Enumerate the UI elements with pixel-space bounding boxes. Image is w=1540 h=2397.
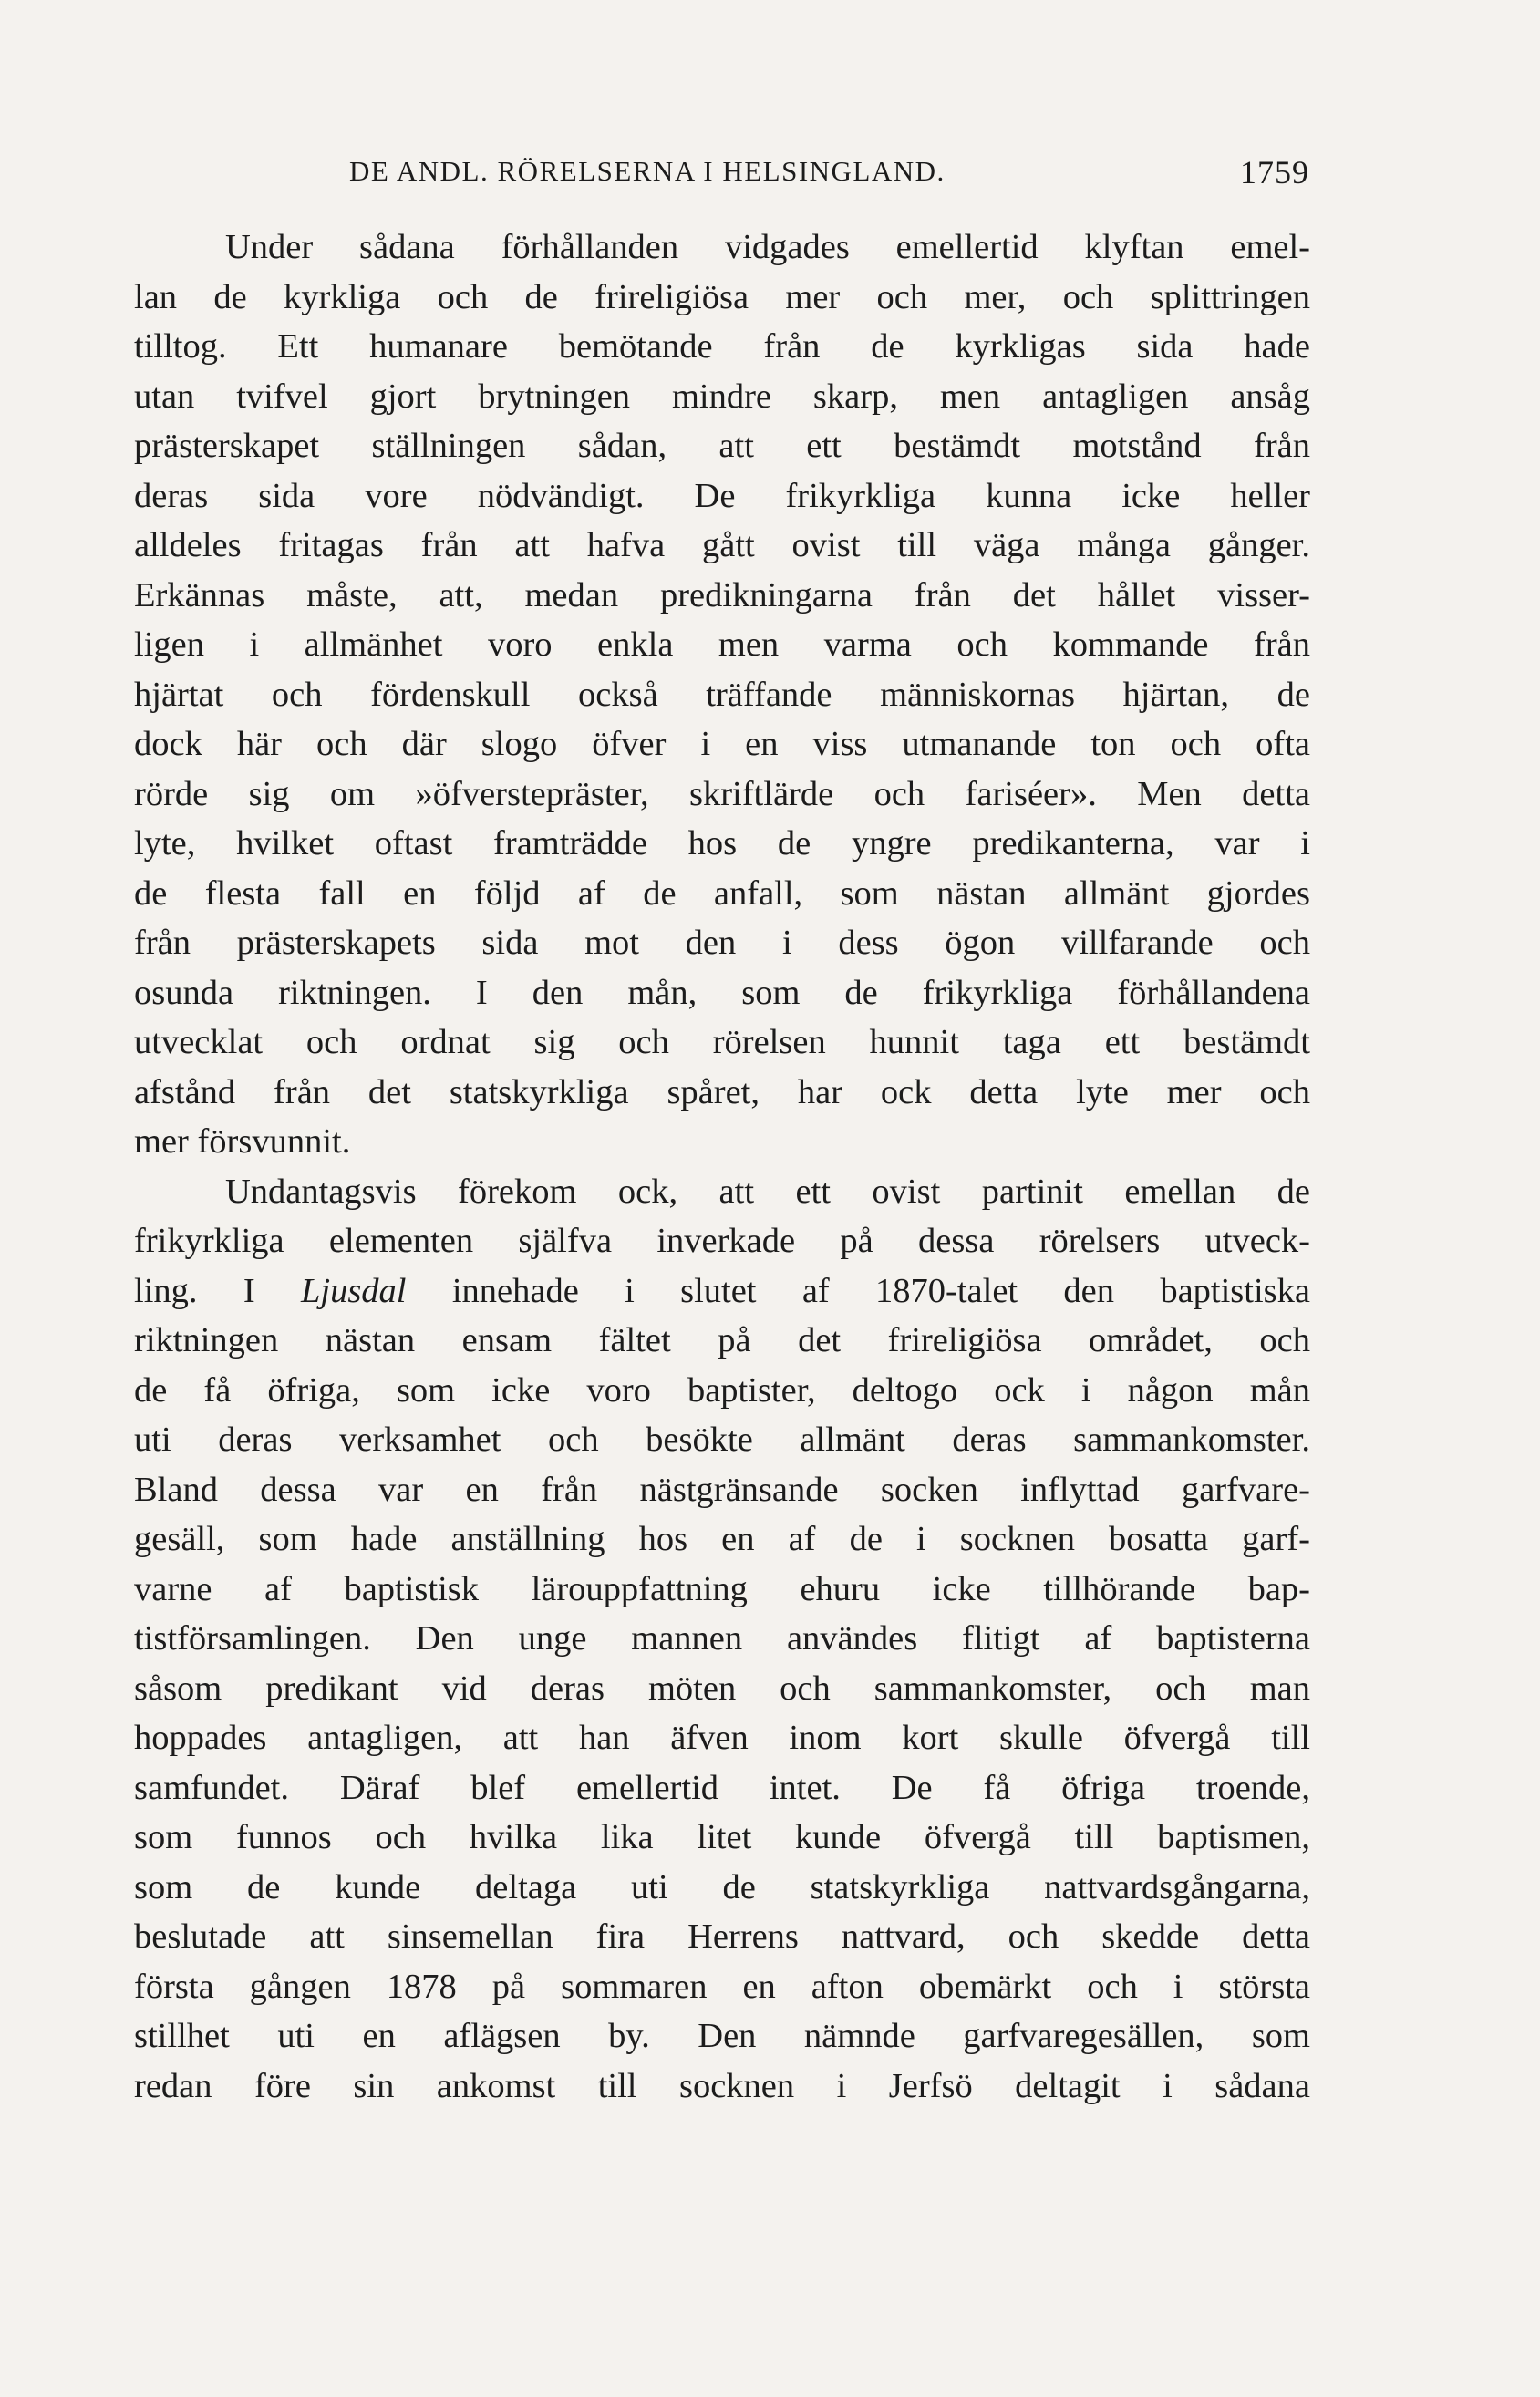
text-line: riktningen nästan ensam fältet på det frireligiösa området, och	[134, 1321, 1310, 1359]
text-line: osunda riktningen. I den mån, som de frikyrkliga förhållandena	[134, 973, 1310, 1012]
text-line: från prästerskapets sida mot den i dess ögon villfarande och	[134, 924, 1310, 962]
text-line: hjärtat och fördenskull också träffande människornas hjärtan, de	[134, 675, 1310, 714]
text-line: stillhet uti en aflägsen by. Den nämnde garfvaregesällen, som	[134, 2017, 1310, 2055]
text-line: prästerskapet ställningen sådan, att ett bestämdt motstånd från	[134, 427, 1310, 465]
text-line: lan de kyrkliga och de frireligiösa mer och mer, och splittringen	[134, 277, 1310, 316]
text-line: utvecklat och ordnat sig och rörelsen hunnit taga ett bestämdt	[134, 1023, 1310, 1061]
text-line: dock här och där slogo öfver i en viss utmanande ton och ofta	[134, 725, 1310, 763]
text-segment: ling. I	[134, 1271, 301, 1310]
text-line: deras sida vore nödvändigt. De frikyrkliga kunna icke heller	[134, 476, 1310, 515]
text-line: de flesta fall en följd af de anfall, som nästan allmänt gjordes	[134, 873, 1310, 913]
text-line: frikyrkliga elementen själfva inverkade på dessa rörelsers utveck-	[134, 1222, 1310, 1260]
running-head	[349, 155, 1309, 201]
text-line: Undantagsvis förekom ock, att ett ovist partinit emellan de	[225, 1172, 1310, 1211]
text-line: uti deras verksamhet och besökte allmänt deras sammankomster.	[134, 1421, 1310, 1459]
page-number: 1759	[1240, 154, 1309, 191]
text-line: ligen i allmänhet voro enkla men varma och kommande från	[134, 625, 1310, 664]
text-line: samfundet. Däraf blef emellertid intet. De få öfriga troende,	[134, 1768, 1310, 1807]
paragraph-1	[134, 222, 1310, 1167]
text-line: redan före sin ankomst till socknen i Jerfsö deltagit i sådana	[134, 2066, 1310, 2105]
text-line: lyte, hvilket oftast framträdde hos de yngre predikanterna, var i	[134, 824, 1310, 863]
text-line: hoppades antagligen, att han äfven inom kort skulle öfvergå till	[134, 1719, 1310, 1757]
running-title: DE ANDL. RÖRELSERNA I HELSINGLAND.	[349, 155, 946, 187]
text-line: Under sådana förhållanden vidgades emellertid klyftan emel-	[225, 228, 1310, 266]
text-line: gesäll, som hade anställning hos en af de i socknen bosatta garf-	[134, 1520, 1310, 1558]
text-line: mer försvunnit.	[134, 1122, 351, 1161]
text-line: rörde sig om »öfverstepräster, skriftlärde och fariséer». Men detta	[134, 774, 1310, 813]
text-line: som funnos och hvilka lika litet kunde öfvergå till baptismen,	[134, 1818, 1310, 1856]
text-line: Erkännas måste, att, medan predikningarna från det hållet visser-	[134, 575, 1310, 615]
paragraph-2	[134, 1167, 1310, 2112]
text-line: de få öfriga, som icke voro baptister, deltogo ock i någon mån	[134, 1370, 1310, 1410]
text-segment: innehade i slutet af 1870-talet den baptistiska	[406, 1271, 1310, 1310]
place-name-ljusdal: Ljusdal	[300, 1271, 407, 1310]
text-line: beslutade att sinsemellan fira Herrens nattvard, och skedde detta	[134, 1917, 1310, 1956]
body-text	[134, 222, 1310, 2111]
text-line: varne af baptistisk lärouppfattning ehuru icke tillhörande bap-	[134, 1569, 1310, 1608]
text-line: tilltog. Ett humanare bemötande från de kyrkligas sida hade	[134, 327, 1310, 366]
text-line: såsom predikant vid deras möten och sammankomster, och man	[134, 1669, 1310, 1708]
text-line: Bland dessa var en från nästgränsande socken inflyttad garfvare-	[134, 1470, 1310, 1509]
text-line: tistförsamlingen. Den unge mannen användes flitigt af baptisterna	[134, 1619, 1310, 1658]
text-line: afstånd från det statskyrkliga spåret, har ock detta lyte mer och	[134, 1072, 1310, 1111]
text-line: alldeles fritagas från att hafva gått ovist till väga många gånger.	[134, 526, 1310, 564]
text-line: första gången 1878 på sommaren en afton obemärkt och i största	[134, 1967, 1310, 2006]
text-line-with-place-name	[134, 1266, 1310, 1317]
text-line: som de kunde deltaga uti de statskyrkliga nattvardsgångarna,	[134, 1867, 1310, 1906]
text-line: utan tvifvel gjort brytningen mindre skarp, men antagligen ansåg	[134, 377, 1310, 416]
